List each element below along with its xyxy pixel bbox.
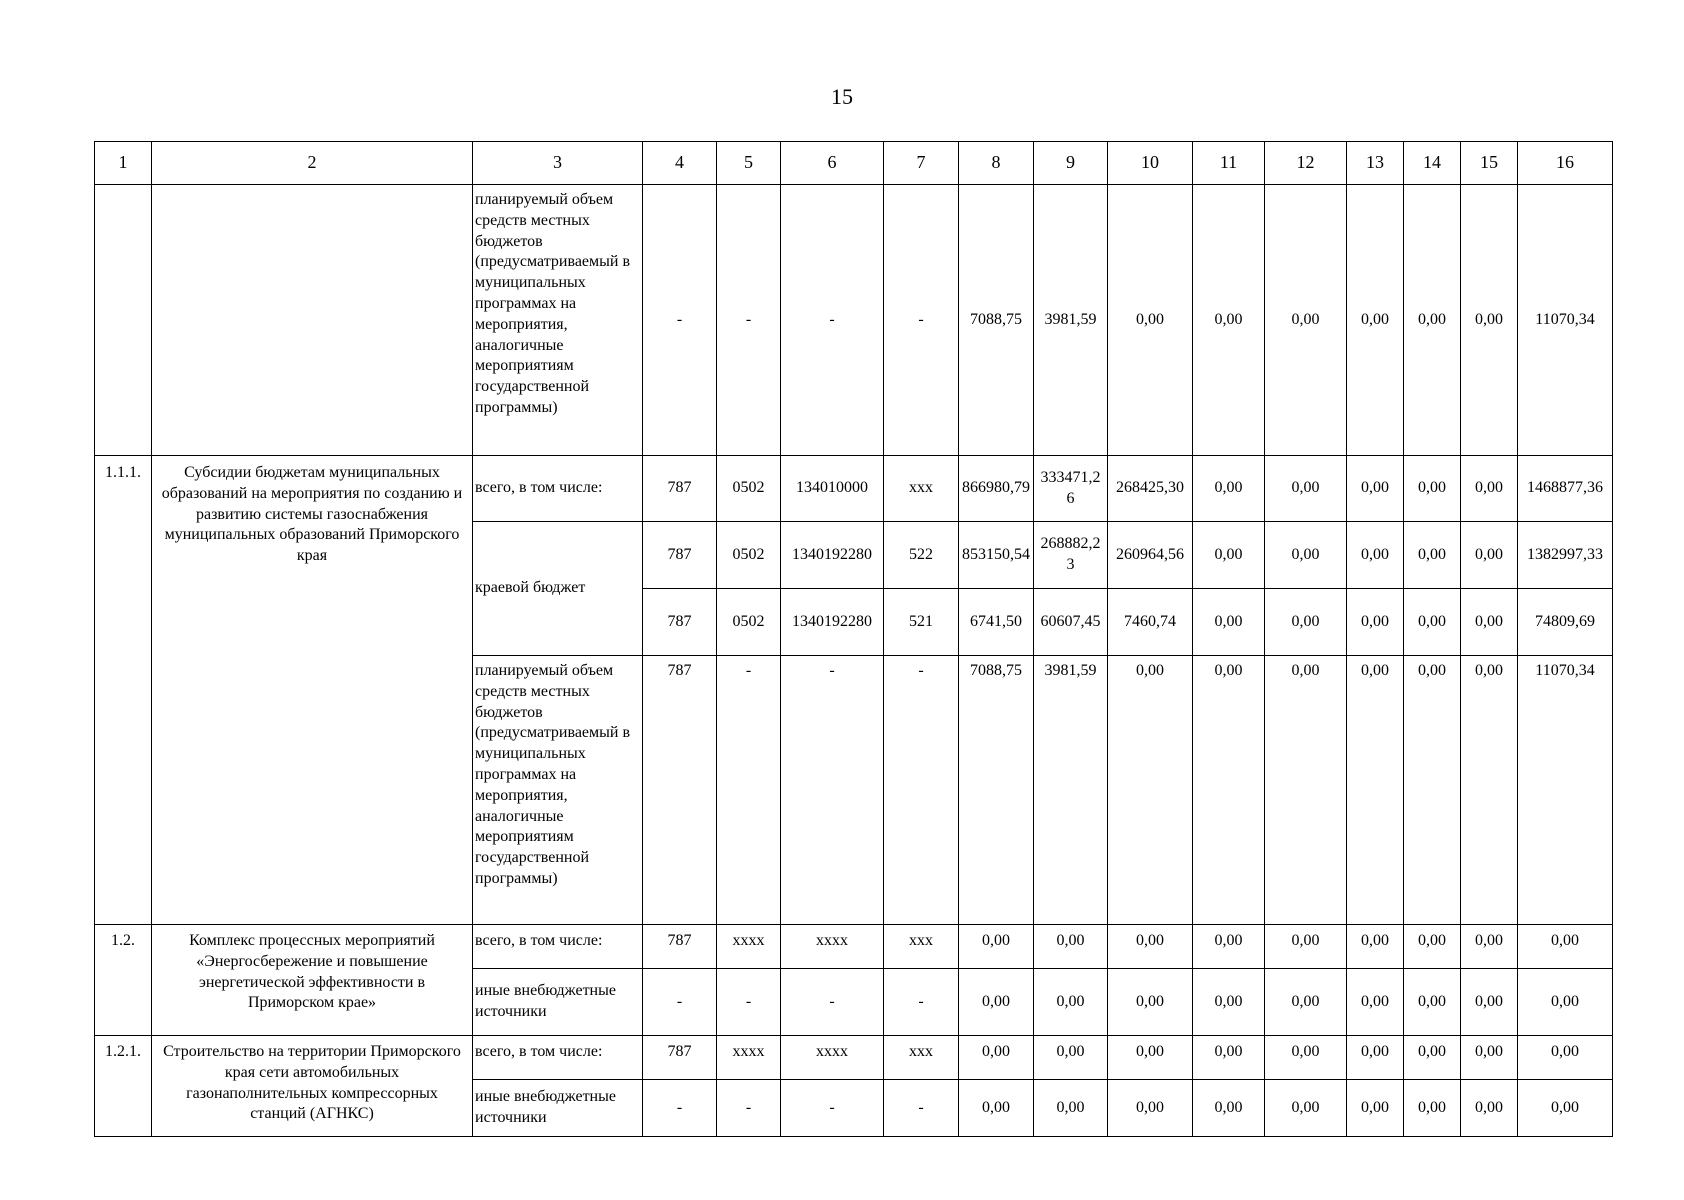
header-cell: 14 — [1404, 142, 1461, 185]
cell-value: 268882,23 — [1034, 522, 1108, 589]
header-cell: 2 — [152, 142, 473, 185]
cell-value: 134010000 — [781, 456, 884, 522]
cell-value: - — [781, 969, 884, 1036]
cell-value: 1340192280 — [781, 589, 884, 656]
cell-value: 0,00 — [959, 1036, 1034, 1080]
cell-value: 0,00 — [1108, 1036, 1193, 1080]
header-cell: 4 — [643, 142, 717, 185]
header-cell: 8 — [959, 142, 1034, 185]
cell-value: 0,00 — [1034, 969, 1108, 1036]
cell-value: 0,00 — [1347, 969, 1404, 1036]
cell-value: 866980,79 — [959, 456, 1034, 522]
cell-value: 0,00 — [1347, 1036, 1404, 1080]
cell-value: 0,00 — [1404, 589, 1461, 656]
cell-value: 3981,59 — [1034, 656, 1108, 925]
cell-value: 0,00 — [1461, 1080, 1518, 1137]
cell-value: 0,00 — [1347, 925, 1404, 969]
table-row — [95, 1036, 1613, 1080]
cell-value: 1468877,36 — [1518, 456, 1613, 522]
cell-value: 0,00 — [1193, 185, 1265, 456]
cell-value: 0,00 — [1265, 522, 1347, 589]
cell-value: - — [781, 656, 884, 925]
cell-value: 787 — [643, 522, 717, 589]
cell-source: иные внебюджетные источники — [473, 1080, 643, 1137]
cell-value: 787 — [643, 589, 717, 656]
cell-num — [95, 185, 152, 456]
cell-value: 0,00 — [1265, 656, 1347, 925]
cell-value: 853150,54 — [959, 522, 1034, 589]
cell-value: 0,00 — [1347, 1080, 1404, 1137]
header-cell: 12 — [1265, 142, 1347, 185]
cell-value: - — [643, 1080, 717, 1137]
header-cell: 7 — [884, 142, 959, 185]
cell-value: 1382997,33 — [1518, 522, 1613, 589]
cell-value: 0,00 — [1193, 969, 1265, 1036]
cell-value: 0,00 — [1108, 656, 1193, 925]
cell-value: 0,00 — [1265, 969, 1347, 1036]
cell-value: 0,00 — [1193, 656, 1265, 925]
cell-source: планируемый объем средств местных бюджетов (предусматриваемый в муниципальных программах на мероприятия, аналогичные мероприятиям государственной программы) — [473, 185, 643, 456]
cell-value: 0,00 — [1034, 1080, 1108, 1137]
cell-value: 0,00 — [1265, 925, 1347, 969]
cell-value: 74809,69 — [1518, 589, 1613, 656]
header-cell: 15 — [1461, 142, 1518, 185]
cell-value: - — [643, 185, 717, 456]
cell-value: 0,00 — [1461, 925, 1518, 969]
cell-value: 0,00 — [1265, 589, 1347, 656]
cell-value: 0502 — [717, 589, 781, 656]
cell-value: 333471,26 — [1034, 456, 1108, 522]
cell-value: - — [717, 969, 781, 1036]
cell-value: 260964,56 — [1108, 522, 1193, 589]
cell-value: - — [884, 1080, 959, 1137]
cell-name: Комплекс процессных мероприятий «Энергосбережение и повышение энергетической эффективности в Приморском крае» — [152, 925, 473, 1036]
cell-value: 1340192280 — [781, 522, 884, 589]
cell-value: 787 — [643, 656, 717, 925]
cell-value: 0,00 — [1347, 456, 1404, 522]
cell-value: 787 — [643, 1036, 717, 1080]
cell-num: 1.2.1. — [95, 1036, 152, 1137]
cell-value: - — [717, 656, 781, 925]
cell-value: 0,00 — [1461, 969, 1518, 1036]
cell-value: 787 — [643, 456, 717, 522]
cell-value: 521 — [884, 589, 959, 656]
budget-table — [94, 141, 1613, 1137]
cell-value: xxx — [884, 1036, 959, 1080]
cell-source: всего, в том числе: — [473, 456, 643, 522]
cell-value: 0,00 — [1193, 589, 1265, 656]
cell-value: 0,00 — [1461, 522, 1518, 589]
header-cell: 6 — [781, 142, 884, 185]
cell-name: Строительство на территории Приморского края сети автомобильных газонаполнительных компрессорных станций (АГНКС) — [152, 1036, 473, 1137]
cell-value: - — [884, 656, 959, 925]
cell-value: 0,00 — [1265, 1080, 1347, 1137]
header-cell: 13 — [1347, 142, 1404, 185]
cell-value: - — [884, 969, 959, 1036]
cell-value: 787 — [643, 925, 717, 969]
cell-value: 0,00 — [1518, 925, 1613, 969]
cell-value: 0,00 — [1034, 1036, 1108, 1080]
table-row — [95, 456, 1613, 522]
cell-source: иные внебюджетные источники — [473, 969, 643, 1036]
cell-num: 1.2. — [95, 925, 152, 1036]
cell-value: 0,00 — [1404, 185, 1461, 456]
cell-source: всего, в том числе: — [473, 925, 643, 969]
cell-value: 0,00 — [959, 969, 1034, 1036]
cell-value: 0,00 — [1404, 1036, 1461, 1080]
header-row — [95, 142, 1613, 185]
cell-value: 0,00 — [1347, 656, 1404, 925]
cell-value: 0,00 — [1108, 185, 1193, 456]
cell-value: - — [717, 1080, 781, 1137]
cell-num: 1.1.1. — [95, 456, 152, 925]
cell-value: 0,00 — [1518, 1036, 1613, 1080]
cell-value: 0,00 — [1404, 925, 1461, 969]
cell-value: 0,00 — [1461, 456, 1518, 522]
cell-value: 0,00 — [1108, 925, 1193, 969]
cell-value: xxxx — [717, 925, 781, 969]
cell-value: 0,00 — [1034, 925, 1108, 969]
cell-source: планируемый объем средств местных бюджетов (предусматриваемый в муниципальных программах на мероприятия, аналогичные мероприятиям государственной программы) — [473, 656, 643, 925]
cell-value: 0,00 — [1404, 522, 1461, 589]
cell-value: 0,00 — [1193, 1080, 1265, 1137]
header-cell: 1 — [95, 142, 152, 185]
cell-value: xxx — [884, 925, 959, 969]
cell-value: 0,00 — [959, 925, 1034, 969]
table-row — [95, 925, 1613, 969]
cell-value: 0,00 — [1265, 185, 1347, 456]
cell-value: 0,00 — [1347, 589, 1404, 656]
cell-value: 0,00 — [1461, 589, 1518, 656]
cell-value: - — [884, 185, 959, 456]
cell-name: Субсидии бюджетам муниципальных образований на мероприятия по созданию и развитию системы газоснабжения муниципальных образований Приморского края — [152, 456, 473, 925]
cell-value: 7088,75 — [959, 185, 1034, 456]
cell-value: - — [643, 969, 717, 1036]
cell-value: 0,00 — [1108, 969, 1193, 1036]
cell-value: 0,00 — [1265, 456, 1347, 522]
cell-value: 0,00 — [1347, 522, 1404, 589]
cell-value: 7460,74 — [1108, 589, 1193, 656]
cell-value: 11070,34 — [1518, 185, 1613, 456]
cell-value: 6741,50 — [959, 589, 1034, 656]
cell-value: 0,00 — [1404, 969, 1461, 1036]
page-number: 15 — [831, 84, 853, 109]
cell-value: xxxx — [781, 925, 884, 969]
cell-value: 0,00 — [1404, 656, 1461, 925]
cell-value: 60607,45 — [1034, 589, 1108, 656]
cell-value: xxxx — [781, 1036, 884, 1080]
cell-value: 0502 — [717, 456, 781, 522]
cell-value: - — [781, 185, 884, 456]
cell-value: 0,00 — [1265, 1036, 1347, 1080]
cell-value: 0,00 — [959, 1080, 1034, 1137]
cell-value: 0,00 — [1347, 185, 1404, 456]
cell-value: 522 — [884, 522, 959, 589]
table-row — [95, 185, 1613, 456]
cell-value: xxx — [884, 456, 959, 522]
header-cell: 10 — [1108, 142, 1193, 185]
cell-value: - — [717, 185, 781, 456]
cell-value: 0,00 — [1461, 1036, 1518, 1080]
cell-value: 0,00 — [1193, 522, 1265, 589]
cell-value: 0,00 — [1193, 1036, 1265, 1080]
cell-value: 0,00 — [1193, 456, 1265, 522]
header-cell: 11 — [1193, 142, 1265, 185]
cell-value: - — [781, 1080, 884, 1137]
cell-value: 0,00 — [1108, 1080, 1193, 1137]
cell-value: 0,00 — [1518, 1080, 1613, 1137]
cell-value: 11070,34 — [1518, 656, 1613, 925]
cell-value: 0,00 — [1193, 925, 1265, 969]
cell-value: 7088,75 — [959, 656, 1034, 925]
cell-value: 3981,59 — [1034, 185, 1108, 456]
cell-value: 0,00 — [1461, 656, 1518, 925]
cell-value: 268425,30 — [1108, 456, 1193, 522]
header-cell: 9 — [1034, 142, 1108, 185]
cell-source: всего, в том числе: — [473, 1036, 643, 1080]
cell-value: 0,00 — [1404, 456, 1461, 522]
cell-value: 0,00 — [1461, 185, 1518, 456]
cell-value: 0,00 — [1518, 969, 1613, 1036]
header-cell: 16 — [1518, 142, 1613, 185]
header-cell: 3 — [473, 142, 643, 185]
cell-value: 0,00 — [1404, 1080, 1461, 1137]
cell-value: 0502 — [717, 522, 781, 589]
cell-source: краевой бюджет — [473, 522, 643, 656]
cell-value: xxxx — [717, 1036, 781, 1080]
header-cell: 5 — [717, 142, 781, 185]
cell-name — [152, 185, 473, 456]
